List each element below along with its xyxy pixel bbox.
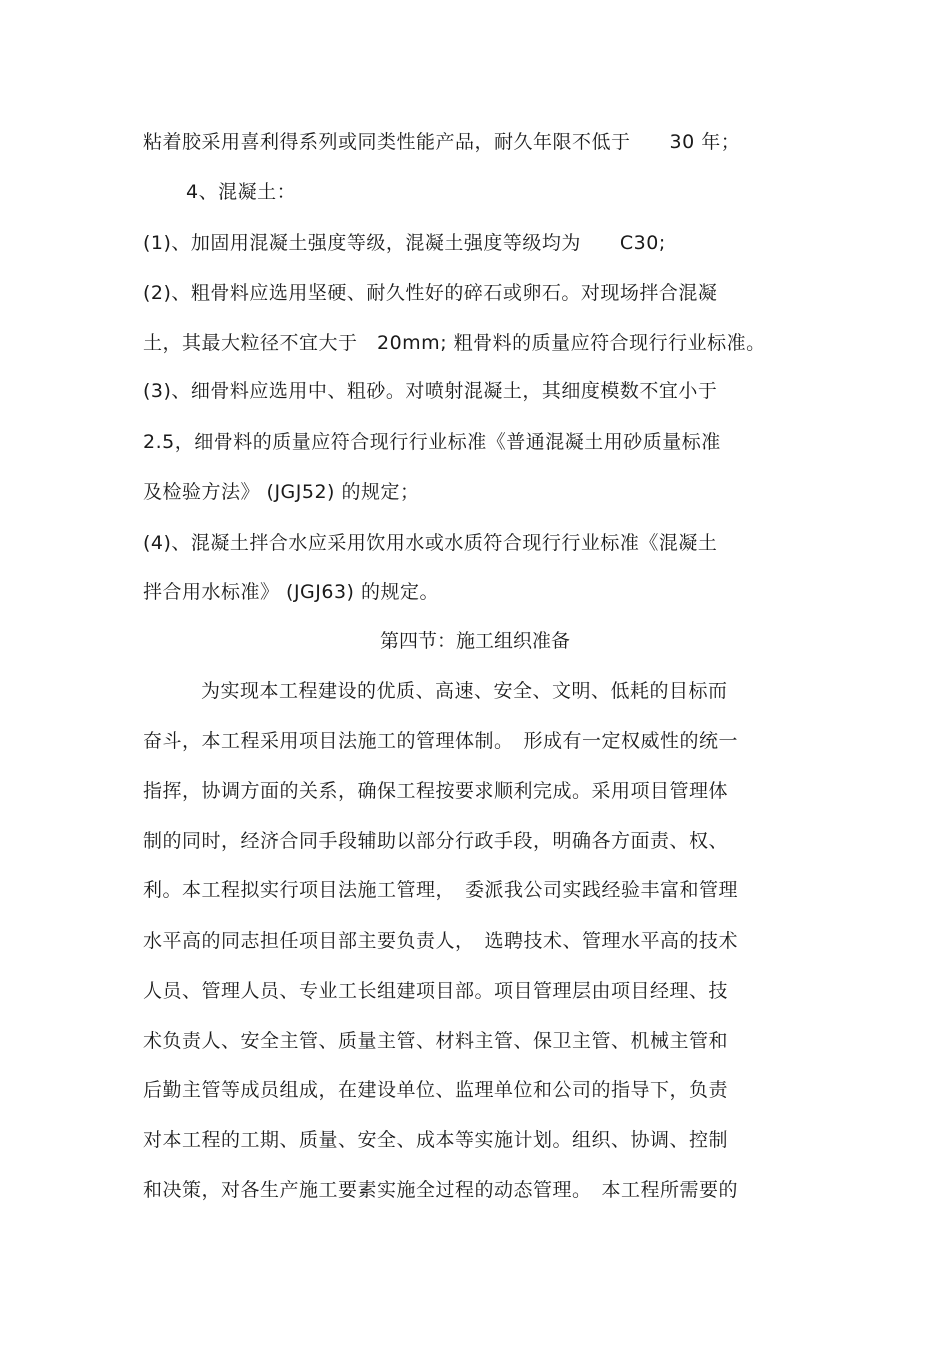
text-line-4: (2)、粗骨料应选用坚硬、耐久性好的碎石或卵石。对现场拌合混凝 [143, 282, 718, 304]
text-line-3: (1)、加固用混凝土强度等级，混凝土强度等级均为 C30; [143, 232, 666, 254]
paragraph-line-10: 对本工程的工期、质量、安全、成本等实施计划。组织、协调、控制 [143, 1129, 729, 1151]
text-line-8: 及检验方法》 (JGJ52) 的规定； [143, 481, 420, 503]
paragraph-line-5: 利。本工程拟实行项目法施工管理， 委派我公司实践经验丰富和管理 [143, 879, 739, 901]
paragraph-line-6: 水平高的同志担任项目部主要负责人， 选聘技术、管理水平高的技术 [143, 930, 739, 952]
paragraph-line-3: 指挥，协调方面的关系，确保工程按要求顺利完成。采用项目管理体 [143, 780, 729, 802]
text-line-5: 土，其最大粒径不宜大于 20mm; 粗骨料的质量应符合现行行业标准。 [143, 332, 766, 354]
section-heading: 第四节：施工组织准备 [379, 630, 570, 652]
text-line-7: 2.5，细骨料的质量应符合现行行业标准《普通混凝土用砂质量标准 [143, 431, 721, 453]
text-line-6: (3)、细骨料应选用中、粗砂。对喷射混凝土，其细度模数不宜小于 [143, 380, 718, 402]
paragraph-line-7: 人员、管理人员、专业工长组建项目部。项目管理层由项目经理、技 [143, 980, 729, 1002]
paragraph-line-8: 术负责人、安全主管、质量主管、材料主管、保卫主管、机械主管和 [143, 1030, 729, 1052]
paragraph-line-2: 奋斗，本工程采用项目法施工的管理体制。 形成有一定权威性的统一 [143, 730, 739, 752]
text-line-2: 4、混凝土： [186, 181, 297, 203]
text-line-1: 粘着胶采用喜利得系列或同类性能产品，耐久年限不低于 30 年； [143, 131, 741, 153]
paragraph-line-11: 和决策，对各生产施工要素实施全过程的动态管理。 本工程所需要的 [143, 1179, 739, 1201]
text-line-10: 拌合用水标准》 (JGJ63) 的规定。 [143, 581, 440, 603]
paragraph-line-9: 后勤主管等成员组成，在建设单位、监理单位和公司的指导下，负责 [143, 1079, 729, 1101]
paragraph-line-1: 为实现本工程建设的优质、高速、安全、文明、低耗的目标而 [201, 680, 728, 702]
text-line-9: (4)、混凝土拌合水应采用饮用水或水质符合现行行业标准《混凝土 [143, 532, 718, 554]
paragraph-line-4: 制的同时，经济合同手段辅助以部分行政手段，明确各方面责、权、 [143, 830, 729, 852]
